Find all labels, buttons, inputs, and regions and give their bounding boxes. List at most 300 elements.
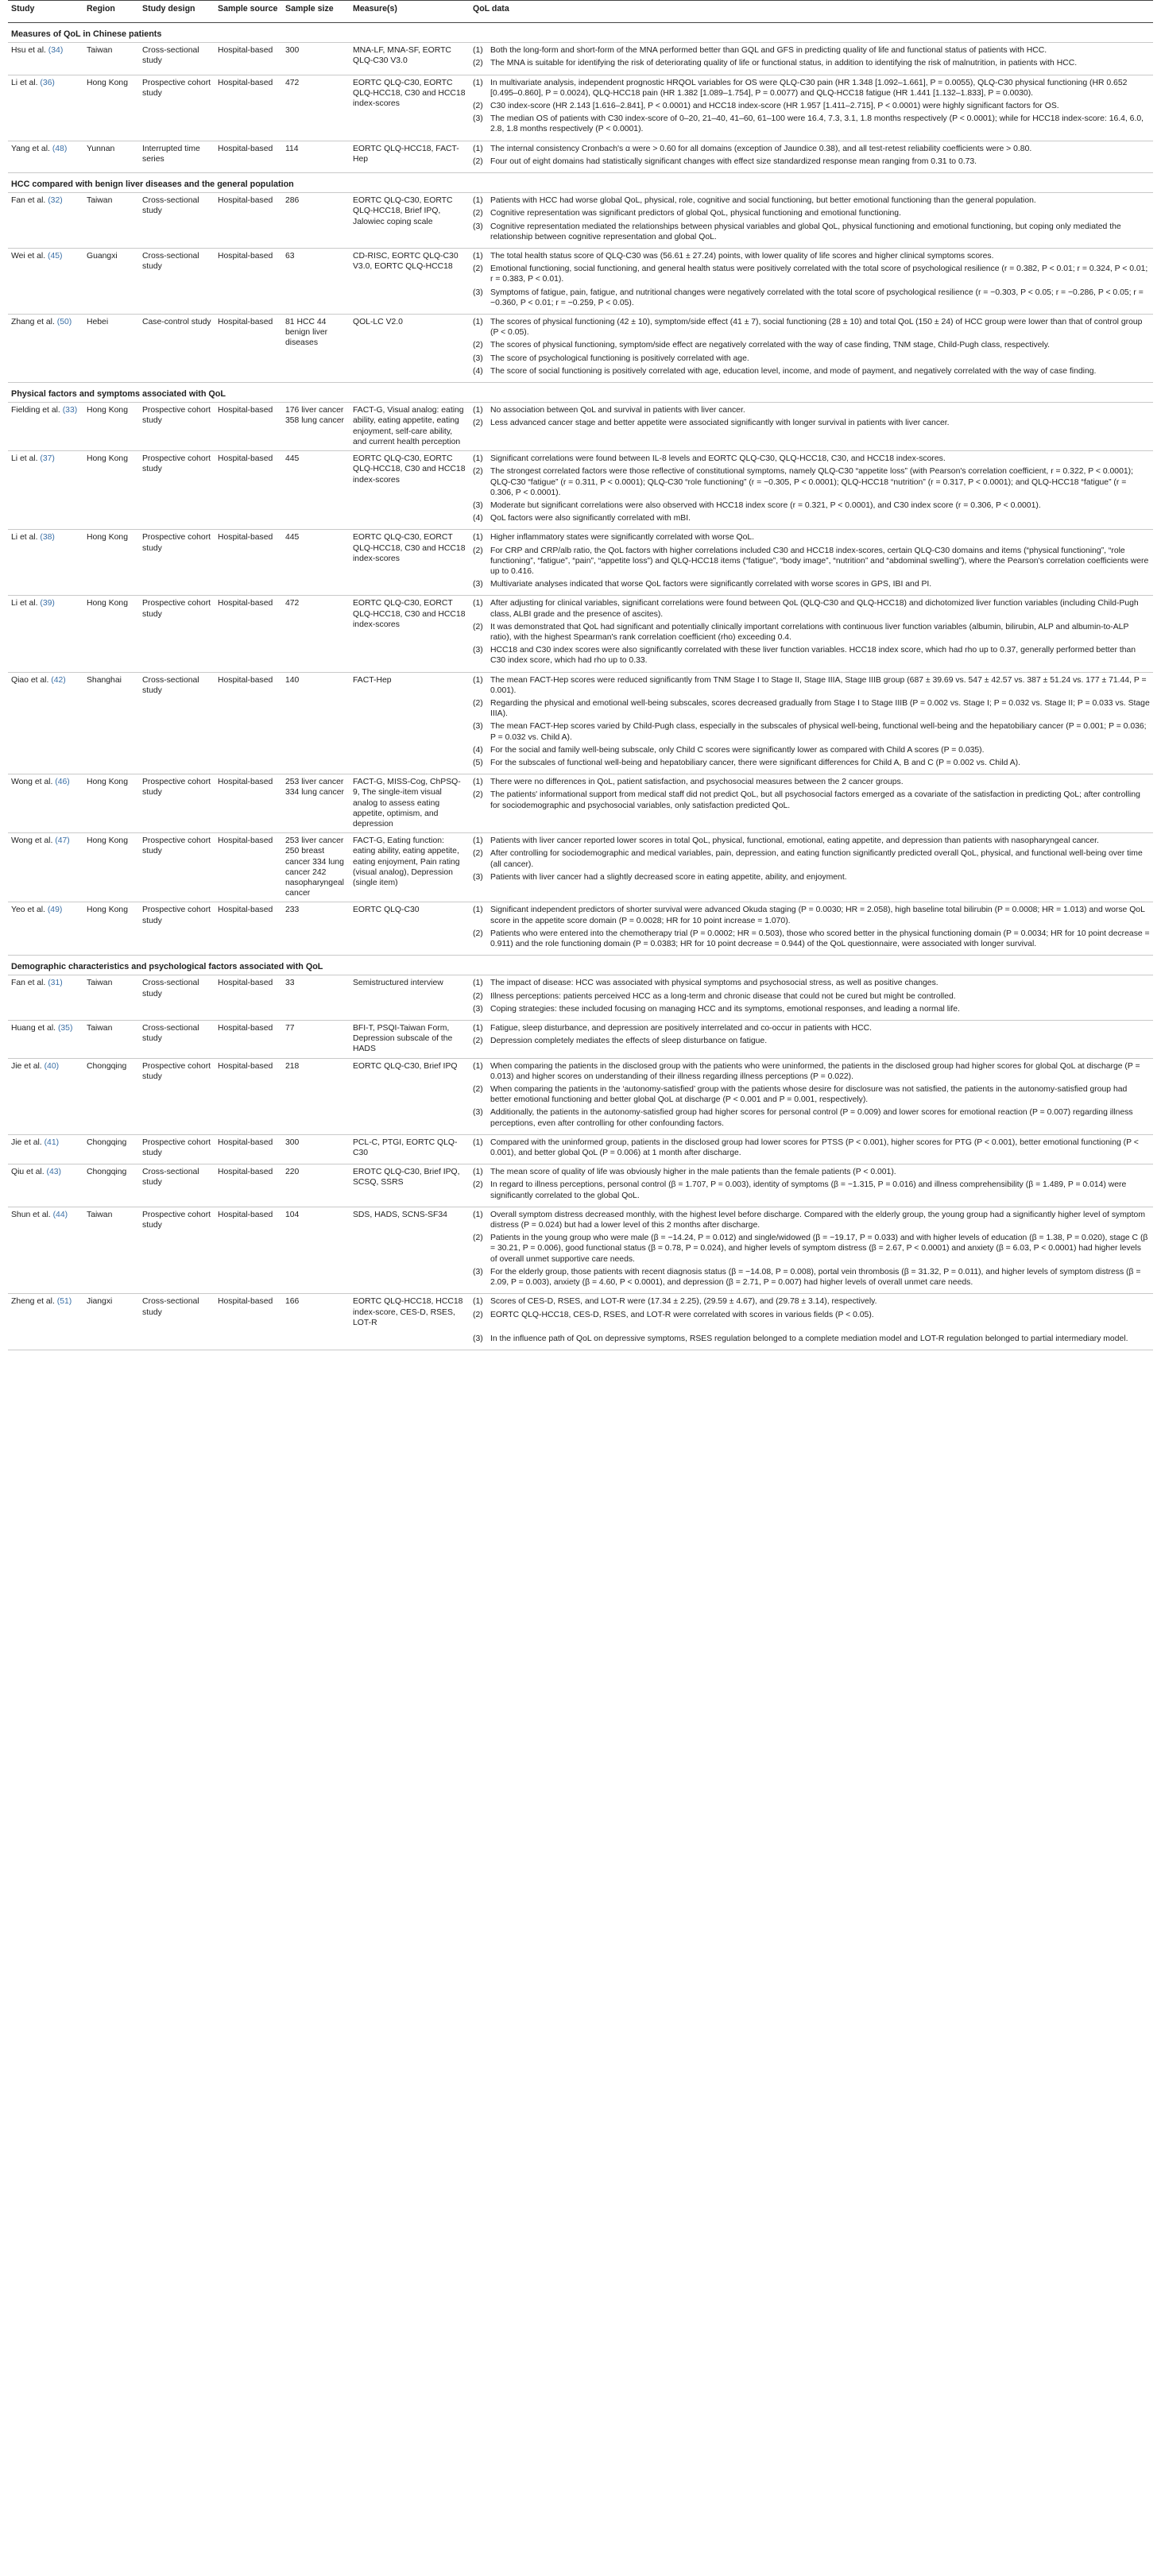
cell-study-design: Case-control study <box>139 315 215 383</box>
cell-measures: EORTC QLQ-C30 <box>350 902 470 956</box>
finding-text: The strongest correlated factors were those reflective of constitutional symptoms, namely QLQ-C30 “appetite loss” (with Pearson's correlation coefficient, r = 0.322, P < 0.0001); QLQ-C30 “fatigue” (r = 0.311, P < 0.0001); QLQ-C30 “role functioning” (r = −0.305, P < 0.0001); QLQ-HCC18 “nutrition” (r = 0.317, P < 0.0001); and QLQ-HCC18 “fatigue” (r = 0.306, P < 0.0001). <box>490 467 1133 497</box>
qol-finding <box>473 905 1150 925</box>
finding-number: (1) <box>473 533 483 543</box>
cell-study <box>8 403 83 451</box>
qol-finding <box>473 1310 1150 1320</box>
finding-text: After adjusting for clinical variables, significant correlations were found between QoL (QLQ-C30 and QLQ-HCC18) and dichotomized liver function variables (including Child-Pugh class, ALBI grade and the presence of ascites). <box>490 599 1139 619</box>
finding-number: (5) <box>473 758 483 767</box>
finding-text: Cognitive representation mediated the relationships between physical variables and global QoL, physical functioning and emotional functioning, but coping only mediated the relationship between cognitive representation and global QoL. <box>490 222 1121 241</box>
reference-link[interactable]: (47) <box>55 836 70 846</box>
finding-number: (2) <box>473 102 483 111</box>
study-author: Fan et al. <box>11 979 46 988</box>
finding-number: (1) <box>473 196 483 206</box>
header-qol-data: QoL data <box>470 1 1153 23</box>
finding-number: (1) <box>473 454 483 464</box>
cell-sample-size: 176 liver cancer 358 lung cancer <box>282 403 350 451</box>
finding-text: The score of psychological functioning is positively correlated with age. <box>490 353 749 363</box>
finding-text: Moderate but significant correlations were also observed with HCC18 index score (r = 0.321, P < 0.0001), and C30 index score (r = 0.306, P < 0.0001). <box>490 500 1041 510</box>
study-author: Li et al. <box>11 599 38 608</box>
cell-study <box>8 975 83 1021</box>
header-sample-source: Sample source <box>215 1 282 23</box>
table-row <box>8 141 1153 172</box>
finding-text: After controlling for sociodemographic and medical variables, pain, depression, and eating function significantly predicted overall QoL, physical, and functional well-being over time (all cancer). <box>490 849 1143 869</box>
qol-finding <box>473 340 1150 350</box>
reference-link[interactable]: (38) <box>40 533 55 543</box>
cell-study <box>8 1134 83 1164</box>
finding-text: The median OS of patients with C30 index-score of 0–20, 21–40, 41–60, 61–100 were 16.4, 7.3, 3.1, 1.8 months respectively (P < 0.0001); while for HCC18 index-score: 16.4, 6.0, 2.8, 1.8 months respectively (P < 0.0001). <box>490 114 1144 134</box>
finding-text: The patients' informational support from medical staff did not predict QoL, but all psychosocial factors emerged as a covariate of the satisfaction in predicting QoL; after controlling for sociodemographic and psychosocial variables, only satisfaction predicted QoL. <box>490 790 1140 810</box>
finding-number: (2) <box>473 1310 483 1319</box>
cell-sample-source: Hospital-based <box>215 975 282 1021</box>
cell-measures: EORTC QLQ-HCC18, HCC18 index-score, CES-D, RSES, LOT-R <box>350 1294 470 1350</box>
section-title: Measures of QoL in Chinese patients <box>8 23 1153 43</box>
finding-number: (3) <box>473 114 483 124</box>
cell-study-design: Prospective cohort study <box>139 596 215 672</box>
finding-text: Coping strategies: these included focusing on managing HCC and its symptoms, emotional responses, and leading a normal life. <box>490 1004 960 1014</box>
finding-text: There were no differences in QoL, patient satisfaction, and psychosocial measures between the 2 cancer groups. <box>490 778 904 787</box>
cell-qol-data <box>470 530 1153 596</box>
finding-number: (2) <box>473 209 483 218</box>
finding-number: (1) <box>473 979 483 988</box>
cell-sample-size: 33 <box>282 975 350 1021</box>
qol-finding <box>473 745 1150 755</box>
cell-region: Taiwan <box>83 1021 139 1059</box>
qol-finding <box>473 208 1150 218</box>
cell-sample-size: 104 <box>282 1207 350 1293</box>
qol-finding <box>473 264 1150 284</box>
finding-number: (1) <box>473 144 483 153</box>
cell-region: Hong Kong <box>83 902 139 956</box>
finding-number: (1) <box>473 1137 483 1147</box>
finding-text: Patients with liver cancer had a slightly decreased score in eating appetite, ability, and enjoyment. <box>490 872 847 882</box>
cell-study <box>8 1058 83 1134</box>
finding-text: For the elderly group, those patients with recent diagnosis status (β = −14.08, P = 0.008), portal vein thrombosis (β = 31.32, P = 0.011), and higher levels of symptom distress (β = 2.09, P = 0.003), anxiety (β = 4.60, P < 0.0001), and depression (β = 2.71, P = 0.007) had higher levels of overall unmet care needs. <box>490 1267 1141 1288</box>
finding-text: The scores of physical functioning, symptom/side effect are negatively correlated with the way of case finding, TNM stage, Child-Pugh class, respectively. <box>490 341 1051 350</box>
cell-study <box>8 1294 83 1350</box>
reference-link[interactable]: (35) <box>57 1024 73 1033</box>
finding-text: The impact of disease: HCC was associated with physical symptoms and psychosocial stress, as well as positive changes. <box>490 979 938 988</box>
finding-number: (3) <box>473 1108 483 1118</box>
finding-text: Higher inflammatory states were significantly correlated with worse QoL. <box>490 533 755 543</box>
cell-sample-source: Hospital-based <box>215 75 282 141</box>
section-header-row <box>8 383 1153 403</box>
reference-link[interactable]: (41) <box>44 1137 60 1147</box>
cell-qol-data <box>470 451 1153 530</box>
reference-link[interactable]: (45) <box>48 252 63 261</box>
qol-finding <box>473 598 1150 619</box>
cell-measures: FACT-G, MISS-Cog, ChPSQ-9, The single-item visual analog to assess eating appetite, optimism, and depression <box>350 774 470 833</box>
cell-measures: EORTC QLQ-C30, EORCT QLQ-HCC18, C30 and HCC18 index-scores <box>350 530 470 596</box>
finding-text: The scores of physical functioning (42 ± 10), symptom/side effect (41 ± 7), social functioning (28 ± 10) and total QoL (150 ± 24) of HCC group were lower than that of control group (P < 0.05). <box>490 318 1143 338</box>
study-author: Li et al. <box>11 78 38 87</box>
cell-sample-source: Hospital-based <box>215 451 282 530</box>
cell-sample-size: 445 <box>282 451 350 530</box>
cell-study <box>8 1021 83 1059</box>
qol-finding <box>473 929 1150 949</box>
finding-number: (2) <box>473 546 483 555</box>
cell-sample-source: Hospital-based <box>215 1058 282 1134</box>
cell-sample-source: Hospital-based <box>215 1021 282 1059</box>
cell-region: Hong Kong <box>83 451 139 530</box>
qol-finding <box>473 978 1150 988</box>
cell-region: Taiwan <box>83 1207 139 1293</box>
cell-sample-size: 140 <box>282 672 350 774</box>
cell-study-design: Prospective cohort study <box>139 75 215 141</box>
finding-text: The mean FACT-Hep scores varied by Child-Pugh class, especially in the subscales of physical well-being, functional well-being and the hepatobiliary cancer (P = 0.001; P = 0.036; P = 0.032 vs. Child A). <box>490 722 1147 742</box>
study-author: Zheng et al. <box>11 1297 55 1307</box>
cell-qol-data <box>470 193 1153 249</box>
qol-finding <box>473 317 1150 338</box>
finding-number: (2) <box>473 1180 483 1190</box>
qol-finding <box>473 532 1150 543</box>
qol-finding <box>473 758 1150 768</box>
finding-number: (2) <box>473 265 483 274</box>
finding-number: (2) <box>473 991 483 1001</box>
finding-number: (1) <box>473 778 483 787</box>
finding-text: C30 index-score (HR 2.143 [1.616–2.841], P < 0.0001) and HCC18 index-score (HR 1.957 [1.411–2.715], P < 0.0001) were highly significant factors for OS. <box>490 102 1059 111</box>
study-author: Qiao et al. <box>11 675 49 685</box>
qol-finding <box>473 195 1150 206</box>
qol-finding <box>473 1180 1150 1200</box>
finding-text: For the social and family well-being subscale, only Child C scores were significantly lower as compared with Child A scores (P = 0.035). <box>490 745 985 755</box>
finding-text: Patients with liver cancer reported lower scores in total QoL, physical, functional, emotional, eating appetite, and depression than patients with nasopharyngeal cancer. <box>490 836 1099 846</box>
finding-number: (1) <box>473 318 483 327</box>
finding-text: Patients who were entered into the chemotherapy trial (P = 0.0002; HR = 0.503), those who scored better in the physical functioning domain (P = 0.0034; HR for 10 point decrease = 0.911) and the role functioning domain (P = 0.0383; HR for 10 point decrease = 0.944) of the QoL questionnaire, were associated with longer survival. <box>490 929 1150 949</box>
finding-number: (1) <box>473 1297 483 1307</box>
cell-measures: FACT-Hep <box>350 672 470 774</box>
study-author: Huang et al. <box>11 1024 56 1033</box>
qol-finding <box>473 58 1150 68</box>
cell-qol-data <box>470 596 1153 672</box>
finding-text: When comparing the patients in the disclosed group with the patients who were uninformed, the patients in the disclosed group had higher scores for global QoL at discharge (P = 0.013) and higher scores on understanding of their illness regarding illness perceptions (P = 0.022). <box>490 1061 1140 1081</box>
reference-link[interactable]: (31) <box>48 979 63 988</box>
finding-number: (3) <box>473 722 483 732</box>
table-row <box>8 672 1153 774</box>
finding-text: Symptoms of fatigue, pain, fatigue, and nutritional changes were negatively correlated with the total score of psychological resilience (r = −0.303, P < 0.05; r = −0.286, P < 0.05; r = −0.360, P < 0.01; r = −0.259, P < 0.05). <box>490 288 1144 307</box>
header-sample-size: Sample size <box>282 1 350 23</box>
cell-region: Chongqing <box>83 1134 139 1164</box>
qol-finding <box>473 777 1150 787</box>
finding-text: Cognitive representation was significant predictors of global QoL, physical functioning and emotional functioning. <box>490 209 901 218</box>
qol-finding <box>473 790 1150 810</box>
qol-finding <box>473 1036 1150 1046</box>
qol-finding <box>473 1334 1150 1344</box>
study-author: Wei et al. <box>11 252 46 261</box>
finding-number: (1) <box>473 836 483 846</box>
cell-study-design: Prospective cohort study <box>139 833 215 902</box>
cell-region: Hong Kong <box>83 75 139 141</box>
finding-number: (3) <box>473 500 483 510</box>
cell-region: Hong Kong <box>83 403 139 451</box>
cell-measures: EROTC QLQ-C30, Brief IPQ, SCSQ, SSRS <box>350 1164 470 1207</box>
cell-sample-source: Hospital-based <box>215 1294 282 1350</box>
cell-sample-source: Hospital-based <box>215 403 282 451</box>
cell-qol-data <box>470 1134 1153 1164</box>
cell-region: Hong Kong <box>83 833 139 902</box>
cell-sample-size: 81 HCC 44 benign liver diseases <box>282 315 350 383</box>
finding-number: (3) <box>473 353 483 363</box>
finding-number: (2) <box>473 849 483 859</box>
finding-text: Less advanced cancer stage and better appetite were associated significantly with longer survival in patients with liver cancer. <box>490 419 950 428</box>
cell-sample-source: Hospital-based <box>215 902 282 956</box>
qol-finding <box>473 1084 1150 1105</box>
finding-number: (2) <box>473 790 483 800</box>
finding-number: (3) <box>473 1334 483 1343</box>
finding-text: The score of social functioning is positively correlated with age, education level, income, and mode of payment, and negatively correlated with the way of case finding. <box>490 366 1097 376</box>
qol-finding <box>473 366 1150 377</box>
cell-region: Hong Kong <box>83 774 139 833</box>
finding-number: (1) <box>473 1061 483 1071</box>
study-author: Li et al. <box>11 454 38 464</box>
cell-sample-source: Hospital-based <box>215 1207 282 1293</box>
finding-number: (2) <box>473 1085 483 1095</box>
cell-study <box>8 193 83 249</box>
qol-finding <box>473 454 1150 464</box>
finding-number: (1) <box>473 1024 483 1033</box>
finding-text: Additionally, the patients in the autonomy-satisfied group had higher scores for personal control (P = 0.009) and lower scores for emotional reaction (P = 0.007) regarding illness perceptions, even after controlling for other confounding factors. <box>490 1108 1133 1128</box>
reference-link[interactable]: (39) <box>40 599 55 608</box>
finding-text: EORTC QLQ-HCC18, CES-D, RSES, and LOT-R were correlated with scores in various fields (P < 0.05). <box>490 1310 874 1319</box>
cell-sample-source: Hospital-based <box>215 672 282 774</box>
qol-finding <box>473 645 1150 666</box>
cell-study <box>8 43 83 75</box>
finding-text: Scores of CES-D, RSES, and LOT-R were (17.34 ± 2.25), (29.59 ± 4.67), and (29.78 ± 3.14), respectively. <box>490 1297 877 1307</box>
header-measures: Measure(s) <box>350 1 470 23</box>
finding-text: Multivariate analyses indicated that worse QoL factors were significantly correlated with worse scores in GPS, IBI and PI. <box>490 580 932 589</box>
finding-number: (1) <box>473 406 483 415</box>
finding-number: (3) <box>473 1267 483 1276</box>
qol-finding <box>473 222 1150 242</box>
finding-number: (2) <box>473 59 483 68</box>
study-author: Fielding et al. <box>11 406 60 415</box>
finding-number: (3) <box>473 872 483 882</box>
reference-link[interactable]: (36) <box>40 78 55 87</box>
cell-region: Chongqing <box>83 1164 139 1207</box>
qol-finding <box>473 251 1150 261</box>
reference-link[interactable]: (46) <box>55 778 70 787</box>
cell-study <box>8 315 83 383</box>
cell-sample-size: 472 <box>282 596 350 672</box>
finding-number: (1) <box>473 906 483 915</box>
finding-text: When comparing the patients in the ‘autonomy-satisfied’ group with the patients whose desire for disclosure was not satisfied, the patients in the autonomy-satisfied group had better emotional functioning and better global QoL at discharge (P < 0.001 and P = 0.001, respectively). <box>490 1085 1128 1105</box>
qol-finding <box>473 848 1150 869</box>
cell-sample-source: Hospital-based <box>215 530 282 596</box>
finding-text: No association between QoL and survival in patients with liver cancer. <box>490 406 745 415</box>
qol-finding <box>473 622 1150 643</box>
cell-qol-data <box>470 1207 1153 1293</box>
finding-text: The mean FACT-Hep scores were reduced significantly from TNM Stage I to Stage II, Stage IIIA, Stage IIIB group (687 ± 39.69 vs. 547 ± 42.57 vs. 387 ± 51.24 vs. 177 ± 71.44, P = 0.001). <box>490 675 1147 695</box>
qol-finding <box>473 144 1150 154</box>
table-row <box>8 774 1153 833</box>
cell-region: Taiwan <box>83 975 139 1021</box>
spacer <box>473 1323 1150 1334</box>
cell-sample-size: 220 <box>282 1164 350 1207</box>
cell-study-design: Cross-sectional study <box>139 43 215 75</box>
reference-link[interactable]: (51) <box>56 1297 72 1307</box>
reference-link[interactable]: (33) <box>62 406 78 415</box>
qol-finding <box>473 1210 1150 1230</box>
finding-text: In the influence path of QoL on depressive symptoms, RSES regulation belonged to a complete mediation model and LOT-R regulation belonged to partial intermediary model. <box>490 1334 1128 1343</box>
cell-qol-data <box>470 403 1153 451</box>
finding-number: (2) <box>473 1037 483 1046</box>
finding-number: (1) <box>473 675 483 685</box>
cell-sample-source: Hospital-based <box>215 1164 282 1207</box>
cell-study-design: Cross-sectional study <box>139 672 215 774</box>
qol-finding <box>473 1107 1150 1128</box>
cell-sample-source: Hospital-based <box>215 141 282 172</box>
cell-study <box>8 833 83 902</box>
finding-number: (1) <box>473 1210 483 1219</box>
cell-measures: EORTC QLQ-C30, EORCT QLQ-HCC18, C30 and HCC18 index-scores <box>350 596 470 672</box>
cell-qol-data <box>470 141 1153 172</box>
finding-text: In regard to illness perceptions, personal control (β = 1.707, P = 0.003), identity of symptoms (β = −1.315, P = 0.016) and illness comprehensibility (β = 1.489, P = 0.014) were significantly correlated to the global QoL. <box>490 1180 1127 1200</box>
cell-measures: EORTC QLQ-C30, EORTC QLQ-HCC18, C30 and HCC18 index-scores <box>350 75 470 141</box>
section-header-row <box>8 956 1153 975</box>
reference-link[interactable]: (49) <box>47 906 63 915</box>
finding-number: (2) <box>473 622 483 631</box>
reference-link[interactable]: (32) <box>48 196 63 206</box>
cell-sample-size: 300 <box>282 1134 350 1164</box>
finding-text: Compared with the uninformed group, patients in the disclosed group had lower scores for PTSS (P < 0.001), higher scores for PTG (P < 0.001), better emotional functioning (P < 0.001), and better global QoL (P = 0.006) at 1 month after discharge. <box>490 1137 1139 1158</box>
qol-finding <box>473 721 1150 742</box>
cell-sample-size: 233 <box>282 902 350 956</box>
cell-study <box>8 596 83 672</box>
finding-text: Significant correlations were found between IL-8 levels and EORTC QLQ-C30, QLQ-HCC18, C30, and HCC18 index-scores. <box>490 454 946 464</box>
table-row <box>8 530 1153 596</box>
finding-number: (3) <box>473 222 483 231</box>
finding-number: (4) <box>473 366 483 376</box>
finding-text: Overall symptom distress decreased monthly, with the highest level before discharge. Compared with the elderly group, the young group had a significantly higher level of symptom distress (P = 0.024) but had a lower level of this 2 months after discharge. <box>490 1210 1145 1230</box>
cell-study-design: Prospective cohort study <box>139 902 215 956</box>
cell-study-design: Cross-sectional study <box>139 1294 215 1350</box>
table-row <box>8 249 1153 315</box>
cell-region: Shanghai <box>83 672 139 774</box>
cell-study <box>8 141 83 172</box>
cell-region: Taiwan <box>83 43 139 75</box>
qol-finding <box>473 836 1150 846</box>
finding-text: Illness perceptions: patients perceived HCC as a long-term and chronic disease that could not be cured but might be controlled. <box>490 991 956 1001</box>
finding-text: QoL factors were also significantly correlated with mBI. <box>490 514 691 523</box>
finding-text: Patients with HCC had worse global QoL, physical, role, cognitive and social functioning, but better emotional functioning than the general population. <box>490 196 1036 206</box>
cell-sample-size: 77 <box>282 1021 350 1059</box>
cell-measures: EORTC QLQ-HCC18, FACT-Hep <box>350 141 470 172</box>
reference-link[interactable]: (42) <box>51 675 66 685</box>
header-region: Region <box>83 1 139 23</box>
qol-finding <box>473 114 1150 134</box>
header-row <box>8 1 1153 23</box>
table-row <box>8 596 1153 672</box>
cell-study-design: Cross-sectional study <box>139 249 215 315</box>
qol-finding <box>473 418 1150 428</box>
qol-finding <box>473 1167 1150 1177</box>
cell-study-design: Prospective cohort study <box>139 1207 215 1293</box>
reference-link[interactable]: (44) <box>52 1210 68 1219</box>
study-author: Qiu et al. <box>11 1168 45 1177</box>
qol-finding <box>473 1061 1150 1082</box>
reference-link[interactable]: (37) <box>40 454 55 464</box>
finding-number: (2) <box>473 929 483 938</box>
finding-text: In multivariate analysis, independent prognostic HRQOL variables for OS were QLQ-C30 pain (HR 1.348 [1.092–1.661], P = 0.0055), QLQ-C30 physical functioning (HR 0.652 [0.495–0.860], P = 0.0024), QLQ-HCC18 pain (HR 1.382 [1.089–1.754], P = 0.0077) and QLQ-HCC18 fatigue (HR 1.441 [1.132–1.833], P = 0.0030). <box>490 78 1128 98</box>
finding-text: The total health status score of QLQ-C30 was (56.61 ± 27.24) points, with lower quality of life scores and higher clinical symptoms scores. <box>490 252 994 261</box>
cell-qol-data <box>470 774 1153 833</box>
reference-link[interactable]: (48) <box>52 144 68 153</box>
cell-qol-data <box>470 1058 1153 1134</box>
qol-finding <box>473 1004 1150 1014</box>
cell-qol-data <box>470 672 1153 774</box>
cell-region: Chongqing <box>83 1058 139 1134</box>
study-author: Shun et al. <box>11 1210 51 1219</box>
finding-number: (2) <box>473 1234 483 1243</box>
finding-text: HCC18 and C30 index scores were also significantly correlated with these liver function variables. HCC18 index score, which had rho up to 0.37, generally performed better than C30 index score, which had rho up to 0.33. <box>490 646 1136 666</box>
qol-finding <box>473 872 1150 882</box>
cell-region: Jiangxi <box>83 1294 139 1350</box>
cell-study-design: Cross-sectional study <box>139 1021 215 1059</box>
qol-finding <box>473 991 1150 1002</box>
study-author: Jie et al. <box>11 1061 42 1071</box>
cell-measures: EORTC QLQ-C30, EORTC QLQ-HCC18, Brief IPQ, Jalowiec coping scale <box>350 193 470 249</box>
cell-sample-size: 445 <box>282 530 350 596</box>
cell-region: Yunnan <box>83 141 139 172</box>
qol-finding <box>473 101 1150 111</box>
qol-studies-table <box>8 0 1153 1350</box>
cell-sample-source: Hospital-based <box>215 315 282 383</box>
study-author: Fan et al. <box>11 196 46 206</box>
finding-number: (3) <box>473 1004 483 1014</box>
finding-number: (2) <box>473 467 483 477</box>
cell-qol-data <box>470 1164 1153 1207</box>
reference-link[interactable]: (43) <box>46 1168 61 1177</box>
finding-text: Fatigue, sleep disturbance, and depression are positively interrelated and co-occur in patients with HCC. <box>490 1024 872 1033</box>
table-row <box>8 833 1153 902</box>
finding-text: For the subscales of functional well-being and hepatobiliary cancer, there were significant differences for Child A, B and C (P = 0.002 vs. Child A). <box>490 758 1021 767</box>
finding-number: (1) <box>473 252 483 261</box>
study-author: Li et al. <box>11 533 38 543</box>
cell-study-design: Cross-sectional study <box>139 975 215 1021</box>
finding-text: Regarding the physical and emotional well-being subscales, scores decreased gradually from Stage I to Stage IIIB (P = 0.002 vs. Stage I; P = 0.032 vs. Stage II; P = 0.033 vs. Stage IIIA). <box>490 698 1150 719</box>
cell-region: Taiwan <box>83 193 139 249</box>
cell-study-design: Prospective cohort study <box>139 451 215 530</box>
cell-study <box>8 672 83 774</box>
finding-number: (1) <box>473 1168 483 1177</box>
table-row <box>8 1294 1153 1350</box>
qol-finding <box>473 500 1150 511</box>
section-header-row <box>8 173 1153 193</box>
cell-measures: SDS, HADS, SCNS-SF34 <box>350 1207 470 1293</box>
finding-number: (2) <box>473 698 483 708</box>
cell-study <box>8 530 83 596</box>
table-row <box>8 1134 1153 1164</box>
cell-qol-data <box>470 1294 1153 1350</box>
cell-qol-data <box>470 43 1153 75</box>
cell-measures: PCL-C, PTGI, EORTC QLQ-C30 <box>350 1134 470 1164</box>
reference-link[interactable]: (40) <box>44 1061 60 1071</box>
finding-text: The MNA is suitable for identifying the risk of deteriorating quality of life or functional status, in addition to identifying the risk of malnutrition, in patients with HCC. <box>490 59 1078 68</box>
finding-number: (4) <box>473 745 483 755</box>
cell-measures: CD-RISC, EORTC QLQ-C30 V3.0, EORTC QLQ-HCC18 <box>350 249 470 315</box>
header-study-design: Study design <box>139 1 215 23</box>
cell-measures: MNA-LF, MNA-SF, EORTC QLQ-C30 V3.0 <box>350 43 470 75</box>
cell-study <box>8 1164 83 1207</box>
finding-number: (4) <box>473 514 483 523</box>
section-title: HCC compared with benign liver diseases and the general population <box>8 173 1153 193</box>
cell-sample-size: 300 <box>282 43 350 75</box>
qol-finding <box>473 353 1150 364</box>
reference-link[interactable]: (50) <box>56 318 72 327</box>
cell-sample-size: 253 liver cancer 334 lung cancer <box>282 774 350 833</box>
reference-link[interactable]: (34) <box>48 46 64 56</box>
finding-number: (1) <box>473 78 483 87</box>
qol-finding <box>473 78 1150 98</box>
